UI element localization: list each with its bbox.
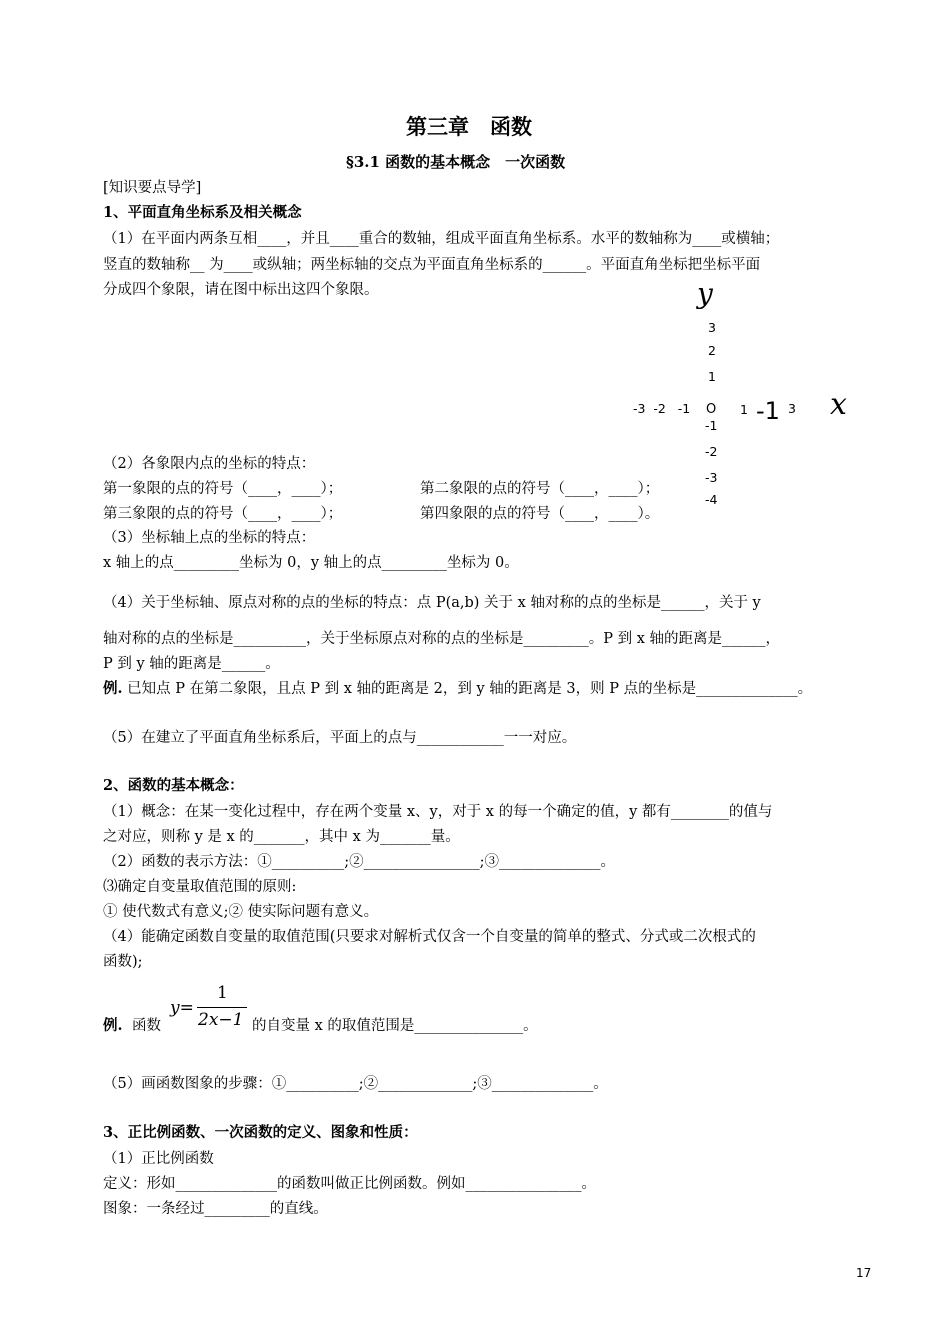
- intro-label: [知识要点导学]: [103, 180, 202, 196]
- y-tick-2: 2: [708, 343, 716, 358]
- example-post: 的自变量 x 的取值范围是_______________。: [252, 1018, 538, 1034]
- quadrant-1-sign: 第一象限的点的符号（____，____）；: [103, 481, 343, 497]
- s3-graph: 图象：一条经过_________的直线。: [103, 1201, 328, 1217]
- fraction-lhs: y=: [170, 998, 194, 1018]
- page-title: 第三章 函数: [406, 114, 532, 139]
- page-subtitle: §3.1 函数的基本概念 一次函数: [346, 153, 566, 171]
- s3-definition: 定义：形如______________的函数叫做正比例函数。例如________________。: [103, 1176, 596, 1192]
- example-label: 例.: [103, 680, 123, 697]
- example-label: 例.: [103, 1017, 123, 1034]
- x-tick-mid: -1: [756, 397, 780, 425]
- s2-p3-line: ① 使代数式有意义;② 使实际问题有意义。: [103, 904, 379, 920]
- section-2-heading: 2、函数的基本概念：: [103, 777, 244, 794]
- s2-p2: （2）函数的表示方法：①__________;②________________;③______________。: [103, 854, 615, 870]
- x-tick-1: 1: [740, 402, 748, 417]
- quadrant-4-sign: 第四象限的点的符号（____，____）。: [420, 506, 660, 522]
- s1-p4-line1: （4）关于坐标轴、原点对称的点的坐标的特点：点 P(a,b) 关于 x 轴对称的点的坐标是______，关于 y: [103, 595, 761, 611]
- y-tick-neg4: -4: [705, 492, 718, 507]
- s1-p1-line1: （1）在平面内两条互相____，并且____重合的数轴，组成平面直角坐标系。水平的数轴称为____或横轴；: [103, 231, 780, 247]
- s2-p4-line2: 函数);: [103, 954, 143, 970]
- s1-p3-line: x 轴上的点_________坐标为 0，y 轴上的点_________坐标为 0。: [103, 555, 519, 571]
- page-number: 17: [856, 1266, 872, 1280]
- s2-p1-line1: （1）概念：在某一变化过程中，存在两个变量 x、y，对于 x 的每一个确定的值，y 都有________的值与: [103, 804, 773, 820]
- y-tick-neg3: -3: [705, 470, 718, 485]
- x-axis-label: x: [830, 387, 847, 422]
- y-axis-label: y: [697, 277, 713, 310]
- s1-p1-line3: 分成四个象限，请在图中标出这四个象限。: [103, 282, 379, 298]
- fraction-numerator: 1: [217, 983, 228, 1003]
- s2-p5: （5）画函数图象的步骤：①__________;②_____________;③______________。: [103, 1076, 608, 1092]
- fraction-bar: [197, 1007, 247, 1008]
- y-tick-1: 1: [708, 369, 716, 384]
- section-1-heading: 1、平面直角坐标系及相关概念: [103, 204, 302, 221]
- y-tick-neg2: -2: [705, 444, 718, 459]
- s2-p3-heading: ⑶确定自变量取值范围的原则:: [103, 879, 297, 895]
- s1-p1-line2: 竖直的数轴称__ 为____或纵轴；两坐标轴的交点为平面直角坐标系的______。平面直角坐标把坐标平面: [103, 257, 761, 273]
- origin-label: O: [706, 402, 717, 417]
- s1-p4-line2: 轴对称的点的坐标是__________，关于坐标原点对称的点的坐标是_________。P 到 x 轴的距离是______，: [103, 631, 781, 647]
- y-tick-neg1: -1: [705, 418, 718, 433]
- x-tick-3: 3: [788, 401, 796, 416]
- s3-p1: （1）正比例函数: [103, 1151, 214, 1167]
- x-neg-ticks: -3 -2 -1: [633, 401, 691, 416]
- s1-example: [103, 682, 812, 697]
- s2-p1-line2: 之对应，则称 y 是 x 的_______，其中 x 为_______量。: [103, 829, 460, 845]
- s1-p4-line3: P 到 y 轴的距离是______。: [103, 656, 280, 672]
- s2-p4-line1: （4）能确定函数自变量的取值范围(只要求对解析式仅含一个自变量的简单的整式、分式或二次根式的: [103, 929, 756, 945]
- example-text: 已知点 P 在第二象限，且点 P 到 x 轴的距离是 2，到 y 轴的距离是 3，则 P 点的坐标是______________。: [127, 681, 813, 697]
- y-tick-3: 3: [708, 320, 716, 335]
- quadrant-3-sign: 第三象限的点的符号（____，____）；: [103, 506, 343, 522]
- section-3-heading: 3、正比例函数、一次函数的定义、图象和性质：: [103, 1124, 418, 1141]
- s1-p2-heading: （2）各象限内点的坐标的特点：: [103, 456, 316, 472]
- s1-p5: （5）在建立了平面直角坐标系后，平面上的点与____________一一对应。: [103, 730, 577, 746]
- quadrant-2-sign: 第二象限的点的符号（____，____）；: [420, 481, 660, 497]
- fraction-denominator: 2x−1: [198, 1010, 244, 1030]
- s1-p3-heading: （3）坐标轴上点的坐标的特点：: [103, 530, 316, 546]
- example-pre: 函数: [132, 1018, 161, 1034]
